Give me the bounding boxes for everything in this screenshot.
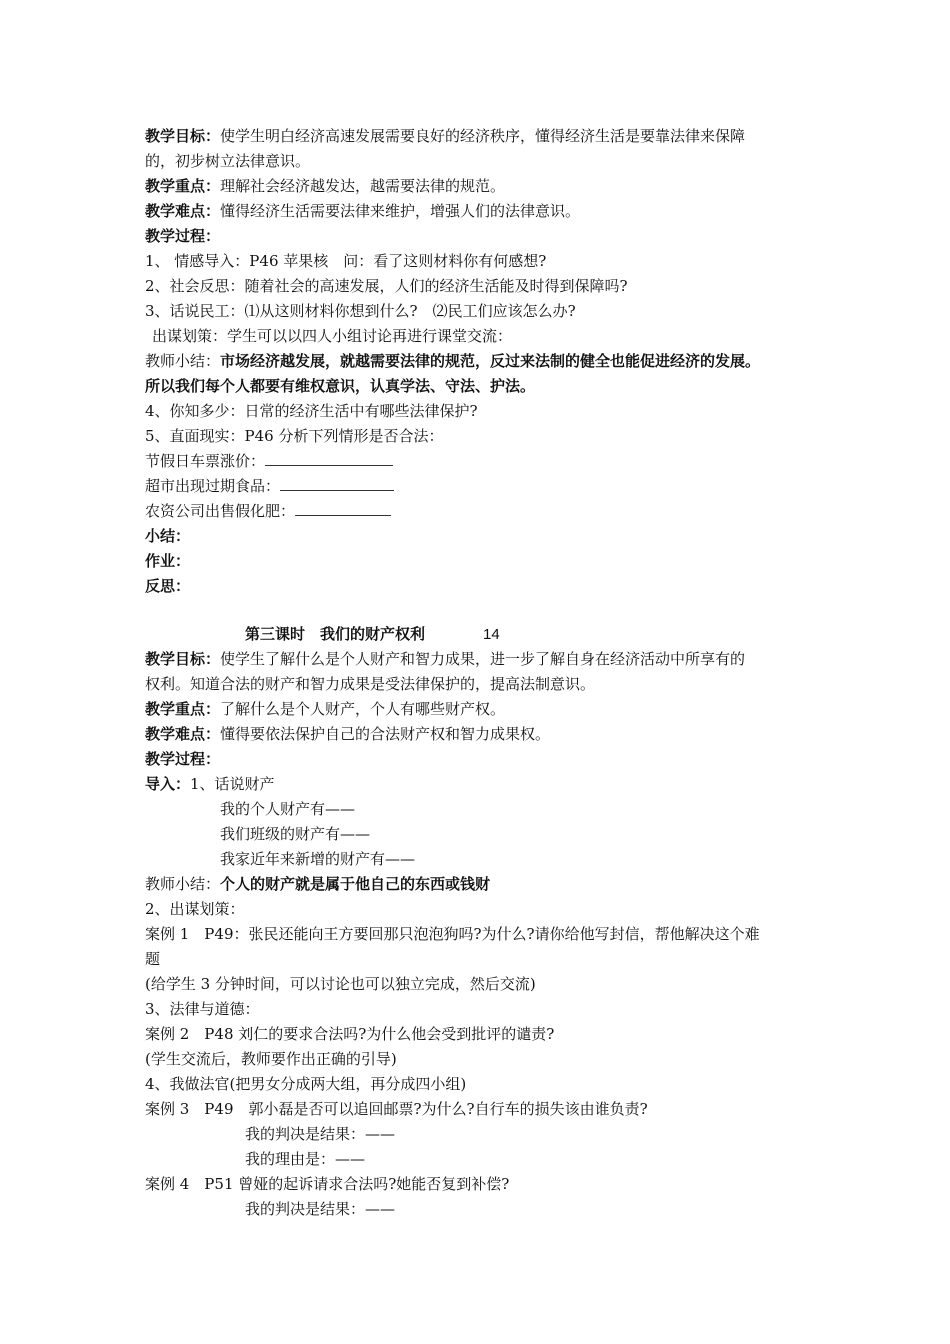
key-point-label: 教学重点： [145, 177, 221, 195]
process-step-4: 4、我做法官(把男女分成两大组，再分成四小组) [145, 1075, 467, 1093]
process-step-3: 3、话说民工：⑴从这则材料你想到什么? ⑵民工们应该怎么办? [145, 302, 576, 320]
objective-line-1 [145, 124, 745, 148]
intro-item-personal: 我的个人财产有—— [220, 800, 356, 818]
case-line-fertilizer [145, 499, 391, 523]
case-4: 案例 4 P51 曾娅的起诉请求合法吗?她能否复到补偿? [145, 1175, 510, 1193]
case-3-reason: 我的理由是：—— [245, 1150, 366, 1168]
teacher-summary-line [145, 872, 490, 896]
objective-text: 使学生明白经济高速发展需要良好的经济秩序，懂得经济生活是要靠法律来保障 [220, 127, 746, 145]
reflection-heading: 反思： [145, 577, 191, 595]
case-2: 案例 2 P48 刘仁的要求合法吗?为什么他会受到批评的谴责? [145, 1025, 555, 1043]
case-fertilizer-label: 农资公司出售假化肥： [145, 502, 296, 520]
process-step-2: 2、社会反思：随着社会的高速发展，人们的经济生活能及时得到保障吗? [145, 277, 628, 295]
process-step-3: 3、法律与道德： [145, 1000, 260, 1018]
answer-blank [265, 451, 393, 466]
process-step-4: 4、你知多少：日常的经济生活中有哪些法律保护? [145, 402, 478, 420]
intro-item-family: 我家近年来新增的财产有—— [220, 850, 416, 868]
intro-line [145, 772, 275, 796]
intro-label: 导入： [145, 775, 191, 793]
lesson-title-text: 第三课时 我们的财产权利 [245, 625, 426, 643]
answer-blank [295, 501, 391, 516]
process-heading: 教学过程： [145, 227, 221, 245]
process-step-2: 2、出谋划策： [145, 900, 245, 918]
key-point-label: 教学重点： [145, 700, 221, 718]
key-point-line [145, 697, 505, 721]
summary-heading: 小结： [145, 527, 191, 545]
teacher-summary-line-1 [145, 349, 760, 373]
difficulty-label: 教学难点： [145, 202, 221, 220]
case-2-note: (学生交流后，教师要作出正确的引导) [145, 1050, 397, 1068]
case-1-line-2: 题 [145, 950, 161, 968]
case-4-verdict: 我的判决是结果：—— [245, 1200, 396, 1218]
objective-line-1 [145, 647, 745, 671]
lesson-title [245, 622, 500, 646]
difficulty-text: 懂得要依法保护自己的合法财产权和智力成果权。 [220, 725, 551, 743]
case-1-line-1: 案例 1 P49：张民还能向王方要回那只泡泡狗吗?为什么?请你给他写封信，帮他解决这个难 [145, 925, 760, 943]
teacher-summary-line-2: 所以我们每个人都要有维权意识，认真学法、守法、护法。 [145, 377, 536, 395]
process-step-5: 5、直面现实：P46 分析下列情形是否合法： [145, 427, 444, 445]
difficulty-text: 懂得经济生活需要法律来维护，增强人们的法律意识。 [220, 202, 581, 220]
objective-line-2: 权利。知道合法的财产和智力成果是受法律保护的，提高法制意识。 [145, 675, 596, 693]
case-ticket-label: 节假日车票涨价： [145, 452, 266, 470]
intro-text: 1、话说财产 [190, 775, 275, 793]
case-food-label: 超市出现过期食品： [145, 477, 281, 495]
process-step-1: 1、 情感导入：P46 苹果核 问：看了这则材料你有何感想? [145, 252, 547, 270]
homework-heading: 作业： [145, 552, 191, 570]
difficulty-line [145, 722, 550, 746]
case-line-ticket [145, 449, 393, 473]
intro-item-class: 我们班级的财产有—— [220, 825, 371, 843]
difficulty-line [145, 199, 580, 223]
key-point-text: 理解社会经济越发达，越需要法律的规范。 [220, 177, 506, 195]
objective-text: 使学生了解什么是个人财产和智力成果，进一步了解自身在经济活动中所享有的 [220, 650, 746, 668]
teacher-summary-text: 市场经济越发展，就越需要法律的规范，反过来法制的健全也能促进经济的发展。 [220, 352, 761, 370]
process-step-3-activity: 出谋划策：学生可以以四人小组讨论再进行课堂交流： [152, 327, 513, 345]
difficulty-label: 教学难点： [145, 725, 221, 743]
teacher-summary-label: 教师小结： [145, 875, 221, 893]
case-3-verdict: 我的判决是结果：—— [245, 1125, 396, 1143]
teacher-summary-label: 教师小结： [145, 352, 221, 370]
case-3: 案例 3 P49 郭小磊是否可以追回邮票?为什么?自行车的损失该由谁负责? [145, 1100, 648, 1118]
case-1-note: (给学生 3 分钟时间，可以讨论也可以独立完成，然后交流) [145, 975, 536, 993]
answer-blank [280, 476, 394, 491]
process-heading: 教学过程： [145, 750, 221, 768]
objective-label: 教学目标： [145, 127, 221, 145]
objective-line-2: 的，初步树立法律意识。 [145, 152, 311, 170]
key-point-text: 了解什么是个人财产，个人有哪些财产权。 [220, 700, 506, 718]
key-point-line [145, 174, 505, 198]
objective-label: 教学目标： [145, 650, 221, 668]
case-line-food [145, 474, 394, 498]
teacher-summary-text: 个人的财产就是属于他自己的东西或钱财 [220, 875, 491, 893]
lesson-title-number: 14 [483, 626, 500, 643]
